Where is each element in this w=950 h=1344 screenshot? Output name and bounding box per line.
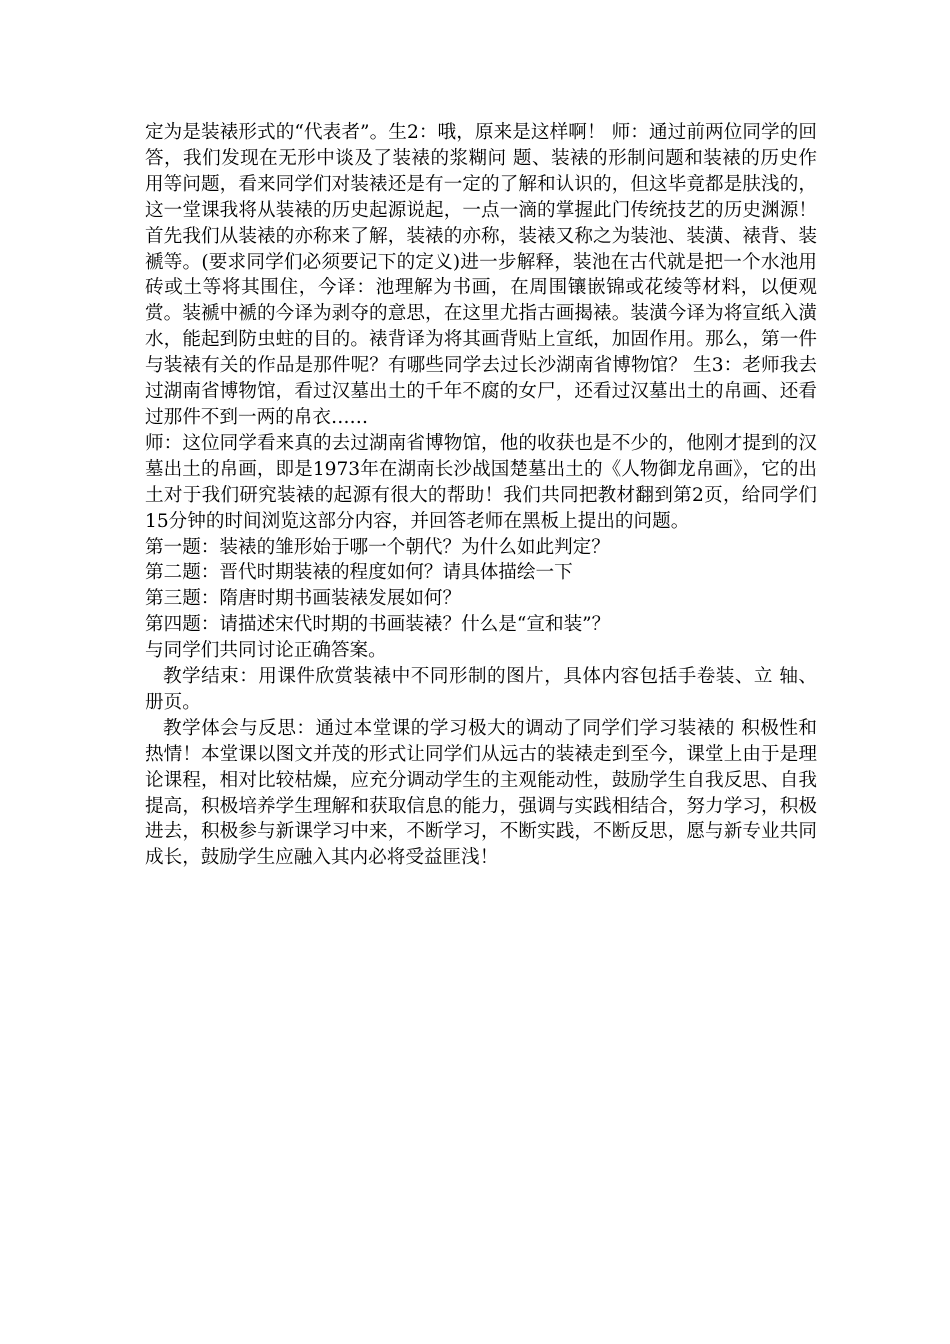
paragraph-reflection: 教学体会与反思：通过本堂课的学习极大的调动了同学们学习装裱的 积极性和热情！本堂课以图文并茂的形式让同学们从远古的装裱走到至今，课堂上由于是理论课程，相对比较枯燥，应充分调动学生的主观能动性，鼓励学生自我反思、自我提高，积极培养学生理解和获取信息的能力，强调与实践相结合，努力学习，积极进去，积极参与新课学习中来，不断学习，不断实践，不断反思，愿与新专业共同成长，鼓励学生应融入其内必将受益匪浅！ [145, 717, 817, 869]
question-3: 第三题：隋唐时期书画装裱发展如何？ [145, 588, 462, 610]
paragraph-lesson-end: 教学结束：用课件欣赏装裱中不同形制的图片，具体内容包括手卷装、立 轴、册页。 [145, 666, 817, 713]
paragraph-teacher-explanation: 师：这位同学看来真的去过湖南省博物馆，他的收获也是不少的，他刚才提到的汉墓出土的帛画，即是1973年在湖南长沙战国楚墓出土的《人物御龙帛画》，它的出土对于我们研究装裱的起源有很大的帮助！我们共同把教材翻到第2页，给同学们15分钟的时间浏览这部分内容，并回答老师在黑板上提出的问题。 [145, 432, 817, 532]
paragraph-lesson-dialogue: 定为是装裱形式的“代表者”。生2：哦，原来是这样啊！ 师：通过前两位同学的回答，我们发现在无形中谈及了装裱的浆糊问 题、装裱的形制问题和装裱的历史作用等问题，看来同学们对装裱还是有一定的了解和认识的，但这毕竟都是肤浅的，这一堂课我将从装裱的历史起源说起，一点一滴的掌握此门传统技艺的历史渊源！首先我们从装裱的亦称来了解，装裱的亦称，装裱又称之为装池、装潢、裱背、装褫等。(要求同学们必须要记下的定义)进一步解释，装池在古代就是把一个水池用砖或土等将其围住，今译：池理解为书画，在周围镶嵌锦或花绫等材料，以便观赏。装褫中褫的今译为剥夺的意思，在这里尤指古画揭裱。装潢今译为将宣纸入潢水，能起到防虫蛀的目的。裱背译为将其画背贴上宣纸，加固作用。那么，第一件与装裱有关的作品是那件呢？有哪些同学去过长沙湖南省博物馆？ 生3：老师我去过湖南省博物馆，看过汉墓出土的千年不腐的女尸，还看过汉墓出土的帛画、还看过那件不到一两的帛衣…… [145, 122, 817, 428]
question-2: 第二题：晋代时期装裱的程度如何？请具体描绘一下 [145, 562, 573, 584]
question-1: 第一题：装裱的雏形始于哪一个朝代？为什么如此判定？ [145, 536, 610, 558]
paragraph-discussion: 与同学们共同讨论正确答案。 [145, 640, 387, 662]
question-4: 第四题：请描述宋代时期的书画装裱？什么是“宣和装”？ [145, 614, 611, 636]
document-body [145, 120, 817, 871]
